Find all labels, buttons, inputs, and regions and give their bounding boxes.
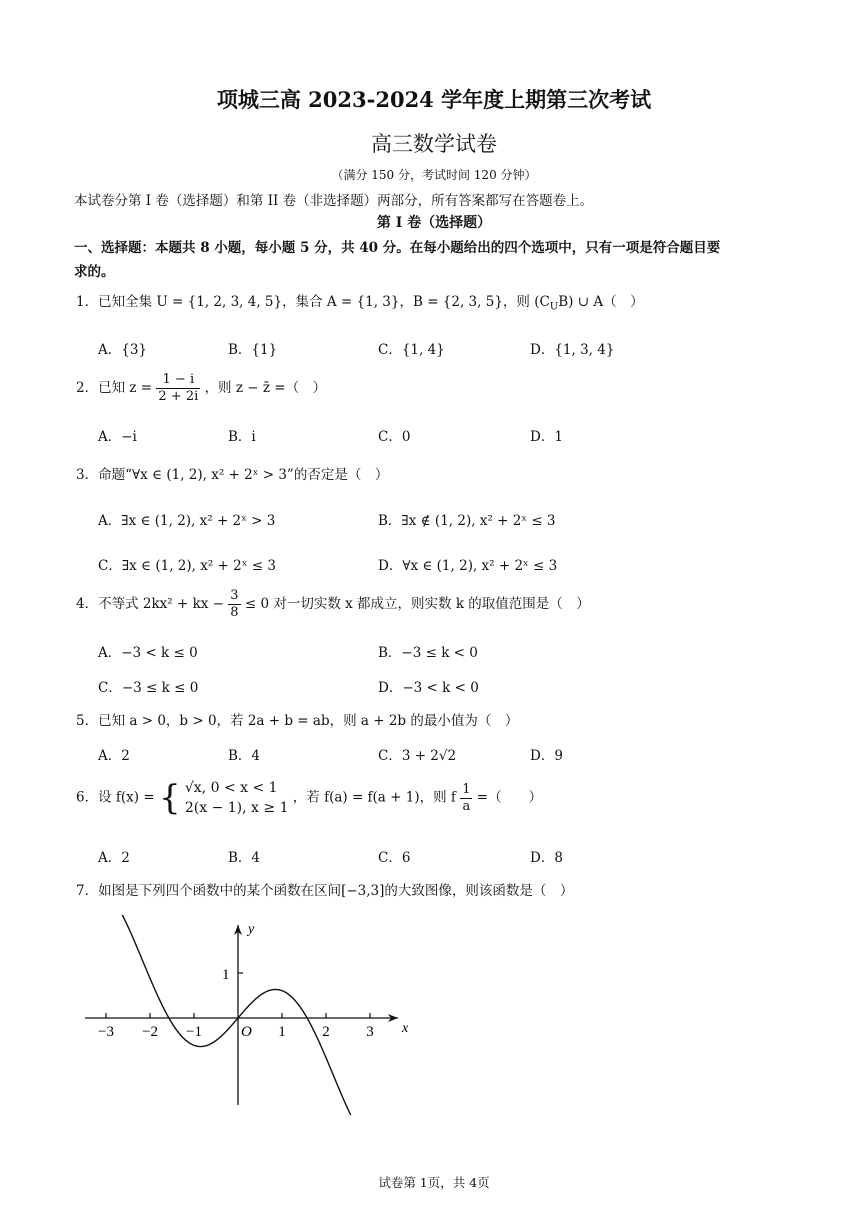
exam-subtitle: 高三数学试卷 xyxy=(371,132,497,156)
question-1-option-b: B．{1} xyxy=(228,342,278,358)
question-3-option-a: A．∃x ∈ (1, 2), x² + 2ˣ > 3 xyxy=(98,513,276,529)
x-tick-label-5: 3 xyxy=(366,1024,374,1040)
question-6-frac-den: a xyxy=(462,798,471,814)
question-6-frac-num: 1 xyxy=(462,781,471,797)
exam-note: （满分 150 分，考试时间 120 分钟） xyxy=(331,168,537,182)
question-3-option-c: C．∃x ∈ (1, 2), x² + 2ˣ ≤ 3 xyxy=(98,558,276,574)
question-4-suffix: ≤ 0 对一切实数 x 都成立，则实数 k 的取值范围是（ ） xyxy=(244,596,590,612)
question-4-prefix: 4．不等式 2kx² + kx − xyxy=(76,596,224,612)
question-5-option-c: C．3 + 2√2 xyxy=(378,748,457,764)
question-6-fraction xyxy=(460,782,472,815)
question-1-stem xyxy=(76,290,644,313)
question-7-stem: 7．如图是下列四个函数中的某个函数在区间[−3,3]的大致图像，则该函数是（ ） xyxy=(76,883,574,899)
question-6-cases xyxy=(185,778,289,818)
question-5-option-a: A．2 xyxy=(98,748,130,764)
question-2-option-b: B．i xyxy=(228,429,256,445)
question-3-option-b: B．∃x ∉ (1, 2), x² + 2ˣ ≤ 3 xyxy=(378,513,556,529)
x-tick-label-3: 1 xyxy=(278,1024,286,1040)
question-2-stem xyxy=(76,372,326,405)
instruction-line-2: 求的。 xyxy=(74,264,115,280)
question-6-prefix: 6．设 f(x) = xyxy=(76,789,155,806)
question-5-option-b: B．4 xyxy=(228,748,261,764)
question-4-frac-num: 3 xyxy=(230,588,239,603)
x-tick-label-2: −1 xyxy=(186,1024,202,1040)
question-6-stem xyxy=(76,778,542,818)
question-2-option-c: C．0 xyxy=(378,429,411,445)
question-4-frac-den: 8 xyxy=(230,605,239,620)
question-1-stem-end: B) ∪ A（ ） xyxy=(558,294,644,310)
question-2-fraction xyxy=(156,372,200,405)
question-6-option-a: A．2 xyxy=(98,850,130,866)
exam-title: 项城三高 2023-2024 学年度上期第三次考试 xyxy=(216,87,652,112)
instruction-line-1: 一、选择题：本题共 8 小题，每小题 5 分，共 40 分。在每小题给出的四个选项中，只有一项是符合题目要 xyxy=(74,240,721,256)
question-6-suffix: =（ ） xyxy=(476,789,543,806)
question-6-case-1: √x, 0 < x < 1 xyxy=(184,780,278,796)
function-graph xyxy=(80,915,420,1115)
exam-intro: 本试卷分第 I 卷（选择题）和第 II 卷（非选择题）两部分，所有答案都写在答题卷上。 xyxy=(74,193,594,209)
question-5-stem: 5．已知 a > 0，b > 0，若 2a + b = ab，则 a + 2b 的最小值为（ ） xyxy=(76,713,519,729)
question-2-frac-den: 2 + 2i xyxy=(158,389,199,404)
question-6-case-2: 2(x − 1), x ≥ 1 xyxy=(184,800,289,816)
question-2-option-d: D．1 xyxy=(530,429,563,445)
x-tick-label-1: −2 xyxy=(142,1024,158,1040)
section-title: 第 I 卷（选择题） xyxy=(376,215,492,231)
question-6-option-b: B．4 xyxy=(228,850,261,866)
question-1-stem-text: 1．已知全集 U = {1, 2, 3, 4, 5}，集合 A = {1, 3}，B = {2, 3, 5}，则 (C xyxy=(76,294,550,310)
page-footer: 试卷第 1页，共 4页 xyxy=(378,1175,490,1190)
question-1-stem-sub: U xyxy=(549,301,559,313)
question-6-brace: { xyxy=(158,778,181,818)
question-1-option-d: D．{1, 3, 4} xyxy=(530,342,615,358)
question-4-option-a: A．−3 < k ≤ 0 xyxy=(98,645,198,661)
question-4-option-b: B．−3 ≤ k < 0 xyxy=(378,645,478,661)
question-3-stem: 3．命题“∀x ∈ (1, 2), x² + 2ˣ > 3”的否定是（ ） xyxy=(76,467,389,483)
question-2-frac-num: 1 − i xyxy=(156,372,200,389)
question-2-suffix: ，则 z − z̄ =（ ） xyxy=(204,380,327,396)
question-1-option-c: C．{1, 4} xyxy=(378,342,445,358)
x-tick-label-4: 2 xyxy=(322,1024,330,1040)
question-5-option-d: D．9 xyxy=(530,748,563,764)
question-4-option-c: C．−3 ≤ k ≤ 0 xyxy=(98,680,199,696)
question-6-option-d: D．8 xyxy=(530,850,563,866)
x-tick-label-0: −3 xyxy=(98,1024,114,1040)
origin-label: O xyxy=(241,1024,252,1040)
question-2-option-a: A．−i xyxy=(98,429,137,445)
y-axis-label: y xyxy=(248,922,255,937)
question-2-prefix: 2．已知 z = xyxy=(76,380,153,396)
question-4-stem xyxy=(76,588,590,621)
y-tick-label: 1 xyxy=(222,967,230,983)
x-axis-label: x xyxy=(402,1021,409,1036)
question-6-option-c: C．6 xyxy=(378,850,411,866)
question-4-fraction xyxy=(228,588,240,621)
question-6-middle: ，若 f(a) = f(a + 1)，则 f xyxy=(292,789,456,806)
question-1-option-a: A．{3} xyxy=(98,342,148,358)
question-3-option-d: D．∀x ∈ (1, 2), x² + 2ˣ ≤ 3 xyxy=(378,558,558,574)
question-4-option-d: D．−3 < k < 0 xyxy=(378,680,479,696)
